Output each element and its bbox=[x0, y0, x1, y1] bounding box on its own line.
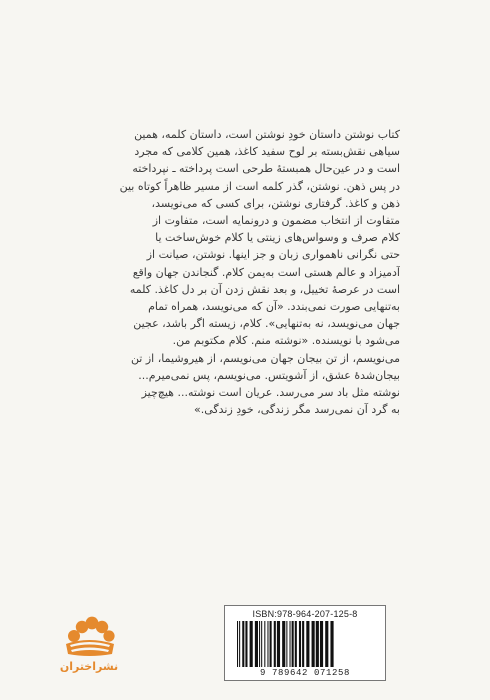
blurb-line: به گرد آن نمی‌رسد مگر زندگی، خودِ زندگی.» bbox=[194, 403, 400, 417]
blurb-line: جهان می‌نویسد، نه به‌تنهایی». کلام، زیسته اگر باشد، عجین bbox=[133, 317, 400, 331]
blurb-line: حتی نگرانی ناهمواری زبان و جز اینها. نوشتن، صیانت از bbox=[146, 248, 400, 262]
blurb-line: می‌نویسم، از تن بیجان جهان می‌نویسم، از هیروشیما، از تن bbox=[130, 351, 400, 365]
isbn-label: ISBN:978-964-207-125-8 bbox=[252, 609, 358, 619]
blurb-line: نوشته مثل باد سر می‌رسد. عریان است نوشته... هیچ‌چیز bbox=[141, 386, 400, 400]
blurb-text bbox=[110, 126, 400, 418]
barcode bbox=[224, 605, 386, 681]
blurb-line: کلام صرف و وسواس‌های زینتی یا کلام خوش‌ساخت یا bbox=[155, 231, 400, 245]
blurb-line: بیجان‌شدهٔ عشق، از آشویتس. می‌نویسم، پس نمی‌میرم... bbox=[138, 368, 400, 382]
blurb-line: در پس ذهن. نوشتن، گذر کلمه است از مسیر ظاهراً کوتاه بین bbox=[119, 179, 400, 193]
blurb-line: به‌تنهایی صورت نمی‌بندد. «آن که می‌نویسد، همراه تمام bbox=[148, 300, 400, 314]
blurb-line: کتاب نوشتن داستان خودِ نوشتن است، داستان کلمه، همین bbox=[134, 128, 400, 141]
blurb-line: ذهن و کاغذ. گرفتاری نوشتن، برای کسی که می‌نویسد، bbox=[151, 196, 400, 210]
blurb-line: متفاوت از انتخاب مضمون و درونمایه است، متفاوت از bbox=[152, 214, 400, 228]
blurb-line: سیاهی نقش‌بسته بر لوح سفید کاغذ، همین کلامی که مجرد bbox=[134, 145, 400, 159]
blurb-line: آدمیزاد و عالم هستی است به‌یمن کلام. گنجاندن جهان واقع bbox=[132, 265, 400, 279]
blurb-line: است و در عین‌حال همبستهٔ طرحی است پرداخته ـ نپرداخته bbox=[132, 162, 400, 176]
blurb-line: می‌شود با نویسنده. «نوشته منم. کلام مکتوبم من. bbox=[172, 334, 400, 348]
barcode-bars bbox=[235, 621, 377, 667]
publisher-logo-icon bbox=[62, 614, 116, 658]
publisher-name: نشراختران bbox=[59, 660, 119, 673]
barcode-digits: 9 789642 071258 bbox=[259, 668, 350, 678]
blurb-line: است در عرصهٔ تخییل، و بعد نقش زدن آن بر دل کاغذ. کلمه bbox=[129, 282, 400, 296]
